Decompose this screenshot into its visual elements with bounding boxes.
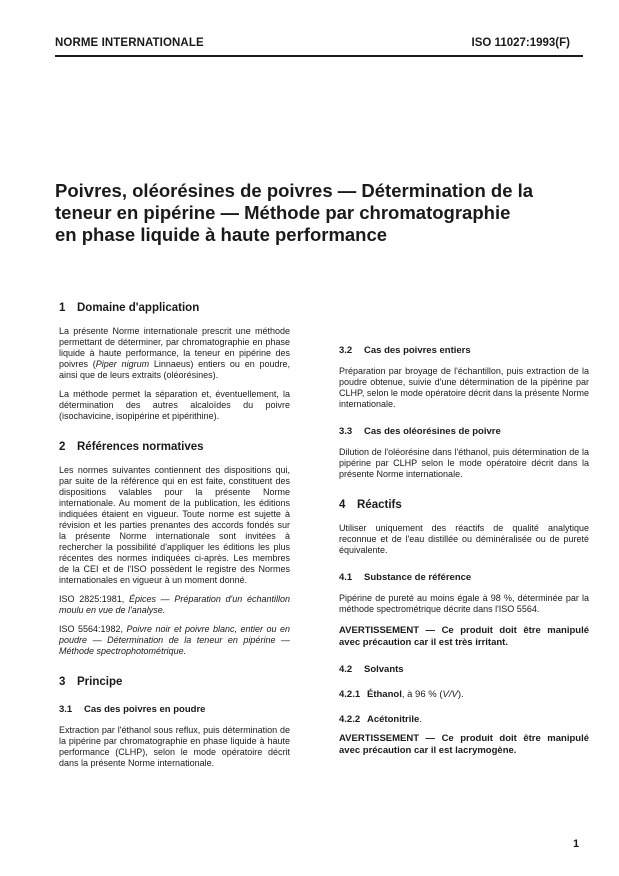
section-4-1-text: Pipérine de pureté au moins égale à 98 %, déterminée par la méthode spectrométrique décrite dans l'ISO 5564. xyxy=(339,593,589,614)
section-4-2-title: Solvants xyxy=(364,664,404,675)
section-3-1-title: Cas des poivres en poudre xyxy=(84,704,206,715)
species-name: Piper nigrum xyxy=(95,359,150,369)
section-1-heading xyxy=(59,303,290,314)
section-4-1-heading xyxy=(339,572,589,583)
section-3-2-title: Cas des poivres entiers xyxy=(364,345,471,356)
section-4-2-number: 4.2 xyxy=(339,664,353,675)
section-4-intro: Utiliser uniquement des réactifs de qualité analytique reconnue et de l'eau distillée ou déminéralisée ou de pureté équivalente. xyxy=(339,523,589,555)
section-4-number: 4 xyxy=(339,499,346,511)
warning-lacrymogen: AVERTISSEMENT — Ce produit doit être manipulé avec précaution car il est lacrymogène. xyxy=(339,733,589,756)
right-column xyxy=(339,303,589,756)
header-standard-type: NORME INTERNATIONALE xyxy=(55,37,204,49)
section-4-2-2-item: 4.2.2 Acétonitrile. xyxy=(339,714,422,725)
section-4-1-title: Substance de référence xyxy=(364,572,472,583)
section-3-1-number: 3.1 xyxy=(59,704,73,715)
section-4-title: Réactifs xyxy=(357,499,402,511)
section-1-title: Domaine d'application xyxy=(77,302,200,314)
section-4-2-heading xyxy=(339,664,589,675)
section-4-2-2-label: Acétonitrile xyxy=(367,714,420,725)
title-line-1: Poivres, oléorésines de poivres — Détermination de la xyxy=(55,180,534,201)
section-3-2-text: Préparation par broyage de l'échantillon, puis extraction de la poudre obtenue, suivie d'une détermination de la pipérine par CLHP, selon le mode opératoire décrit dans la présente Norme internationale. xyxy=(339,366,589,409)
section-3-1-text: Extraction par l'éthanol sous reflux, puis détermination de la pipérine par chromatographie en phase liquide à haute performance (CLHP), selon le mode opératoire décrit dans la présente Norme internationale. xyxy=(59,725,290,768)
section-4-1-number: 4.1 xyxy=(339,572,353,583)
section-1-paragraph-2: La méthode permet la séparation et, éventuellement, la détermination des autres alcaloïdes du poivre (isochavicine, isopipérine et pipérithine). xyxy=(59,389,290,421)
title-line-2: teneur en pipérine — Méthode par chromatographie xyxy=(55,202,511,223)
section-3-number: 3 xyxy=(59,676,66,688)
title-line-3: en phase liquide à haute performance xyxy=(55,224,388,245)
section-2-paragraph: Les normes suivantes contiennent des dispositions qui, par suite de la référence qui en est faite, constituent des dispositions valables pour la présente Norme internationale. Au moment de la publication, les éditions indiquées étaient en vigueur. Toute norme est sujette à révision et les parties prenantes des accords fondés sur la présente Norme internationale sont invitées à rechercher la possibilité d'appliquer les éditions les plus récentes des normes indiquées ci-après. Les membres de la CEI et de l'ISO possèdent le registre des Normes internationales en vigueur à un moment donné. xyxy=(59,465,290,585)
section-3-title: Principe xyxy=(77,676,123,688)
section-4-2-2-number: 4.2.2 xyxy=(339,714,361,725)
page-number: 1 xyxy=(573,838,580,850)
section-3-heading xyxy=(59,677,290,688)
warning-irritant: AVERTISSEMENT — Ce produit doit être manipulé avec précaution car il est très irritant. xyxy=(339,625,589,648)
section-4-2-1-item: 4.2.1 Éthanol, à 96 % (V/V). xyxy=(339,689,464,700)
header-standard-number: ISO 11027:1993(F) xyxy=(471,37,570,49)
section-3-1-heading xyxy=(59,704,290,715)
section-3-3-number: 3.3 xyxy=(339,426,353,437)
section-4-heading xyxy=(339,500,589,511)
section-1-paragraph-1: La présente Norme internationale prescrit une méthode permettant de déterminer, par chromatographie en phase liquide à haute performance, la teneur en pipérine des poivres (Piper nigrum Linnaeus) entiers ou en poudre, ainsi que de leurs extraits (oléorésines). xyxy=(59,326,290,380)
section-3-3-heading xyxy=(339,426,589,437)
volume-unit: V/V xyxy=(442,689,458,700)
section-3-3-text: Dilution de l'oléorésine dans l'éthanol, puis détermination de la pipérine par CLHP selon le mode opératoire décrit dans la présente Norme internationale. xyxy=(339,447,589,479)
section-3-2-heading xyxy=(339,345,589,356)
section-3-3-title: Cas des oléorésines de poivre xyxy=(364,426,501,437)
section-1-number: 1 xyxy=(59,302,66,314)
header-rule xyxy=(55,55,583,57)
section-3-2-number: 3.2 xyxy=(339,345,353,356)
section-2-heading xyxy=(59,442,290,453)
section-2-number: 2 xyxy=(59,441,66,453)
left-column xyxy=(59,303,290,769)
section-4-2-1-number: 4.2.1 xyxy=(339,689,361,700)
document-title xyxy=(55,180,580,246)
section-2-title: Références normatives xyxy=(77,441,204,453)
reference-iso-2825: ISO 2825:1981, Épices — Préparation d'un échantillon moulu en vue de l'analyse. xyxy=(59,594,290,615)
section-4-2-1-label: Éthanol xyxy=(367,689,402,700)
reference-iso-5564: ISO 5564:1982, Poivre noir et poivre blanc, entier ou en poudre — Détermination de la teneur en pipérine — Méthode spectrophotométrique. xyxy=(59,624,290,656)
